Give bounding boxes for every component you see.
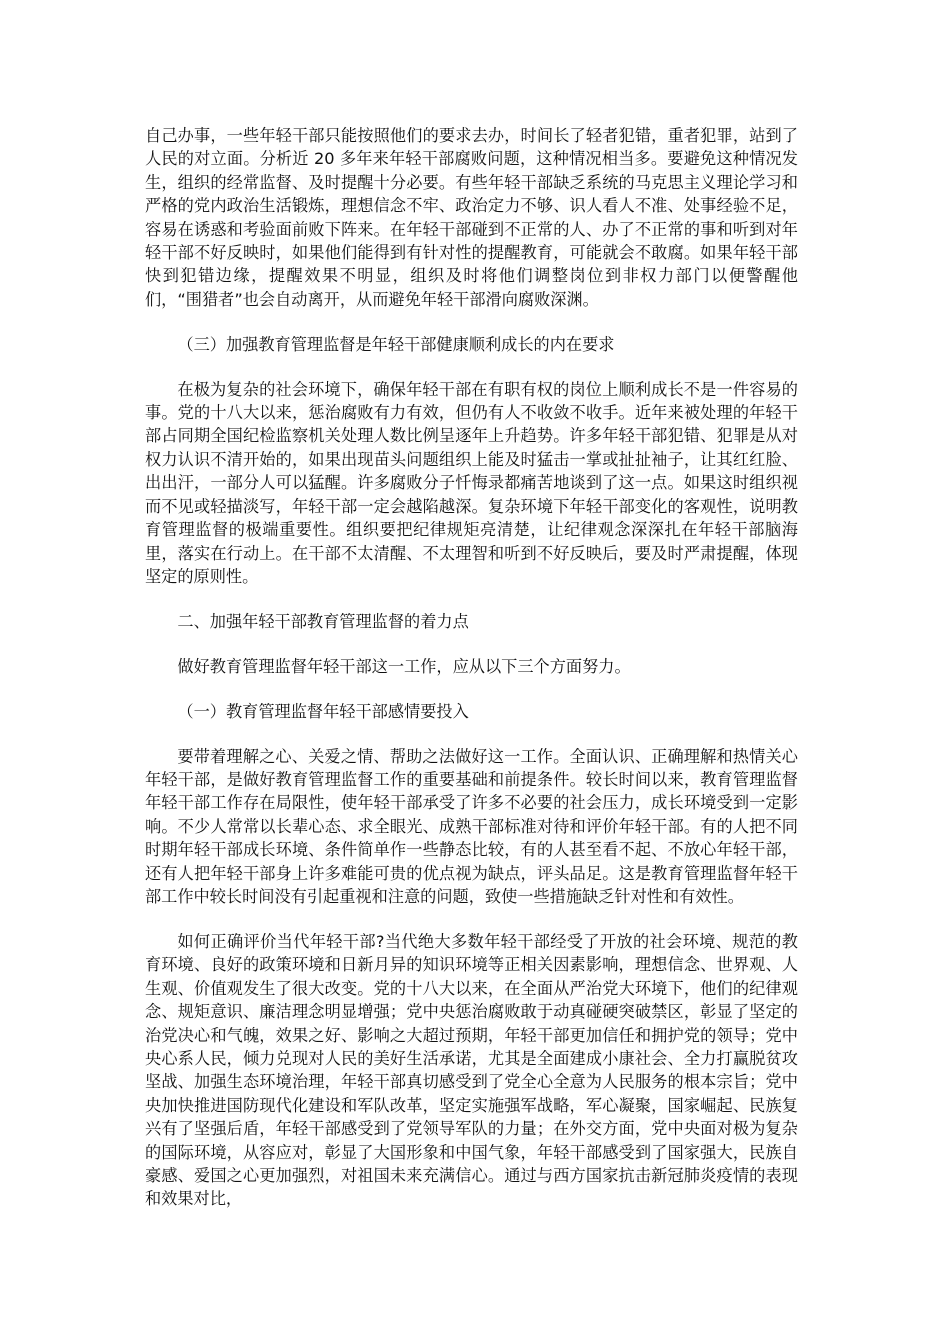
paragraph: 要带着理解之心、关爱之情、帮助之法做好这一工作。全面认识、正确理解和热情关心年轻干部，是做好教育管理监督工作的重要基础和前提条件。较长时间以来，教育管理监督年轻干部工作存在局限性，使年轻干部承受了许多不必要的社会压力，成长环境受到一定影响。不少人常常以长辈心态、求全眼光、成熟干部标准对待和评价年轻干部。有的人把不同时期年轻干部成长环境、条件简单作一些静态比较，有的人甚至看不起、不放心年轻干部，还有人把年轻干部身上许多难能可贵的优点视为缺点，评头品足。这是教育管理监督年轻干部工作中较长时间没有引起重视和注意的问题，致使一些措施缺乏针对性和有效性。 — [145, 746, 798, 906]
paragraph: 如何正确评价当代年轻干部?当代绝大多数年轻干部经受了开放的社会环境、规范的教育环境、良好的政策环境和日新月异的知识环境等正相关因素影响，理想信念、世界观、人生观、价值观发生了很大改变。党的十八大以来，在全面从严治党大环境下，他们的纪律观念、规矩意识、廉洁理念明显增强；党中央惩治腐败敢于动真碰硬突破禁区，彰显了坚定的治党决心和气魄，效果之好、影响之大超过预期，年轻干部更加信任和拥护党的领导；党中央心系人民，倾力兑现对人民的美好生活承诺，尤其是全面建成小康社会、全力打赢脱贫攻坚战、加强生态环境治理，年轻干部真切感受到了党全心全意为人民服务的根本宗旨；党中央加快推进国防现代化建设和军队改革，坚定实施强军战略，军心凝聚，国家崛起、民族复兴有了坚强后盾，年轻干部感受到了党领导军队的力量；在外交方面，党中央面对极为复杂的国际环境，从容应对，彰显了大国形象和中国气象，年轻干部感受到了国家强大，民族自豪感、爱国之心更加强烈，对祖国未来充满信心。通过与西方国家抗击新冠肺炎疫情的表现和效果对比， — [145, 931, 798, 1209]
paragraph: 做好教育管理监督年轻干部这一工作，应从以下三个方面努力。 — [177, 656, 631, 676]
section-heading-1: （一）教育管理监督年轻干部感情要投入 — [177, 701, 469, 721]
paragraph-continued: 自己办事，一些年轻干部只能按照他们的要求去办，时间长了轻者犯错，重者犯罪，站到了人民的对立面。分析近 20 多年来年轻干部腐败问题，这种情况相当多。要避免这种情况发生，组织的经常监督、及时提醒十分必要。有些年轻干部缺乏系统的马克思主义理论学习和严格的党内政治生活锻炼，理想信念不牢、政治定力不够、识人看人不准、处事经验不足，容易在诱惑和考验面前败下阵来。在年轻干部碰到不正常的人、办了不正常的事和听到对年轻干部不好反映时，如果他们能得到有针对性的提醒教育，可能就会不敢腐。如果年轻干部快到犯错边缘，提醒效果不明显，组织及时将他们调整岗位到非权力部门以便警醒他们，“围猎者”也会自动离开，从而避免年轻干部滑向腐败深渊。 — [145, 126, 798, 309]
paragraph: 在极为复杂的社会环境下，确保年轻干部在有职有权的岗位上顺利成长不是一件容易的事。党的十八大以来，惩治腐败有力有效，但仍有人不收敛不收手。近年来被处理的年轻干部占同期全国纪检监察机关处理人数比例呈逐年上升趋势。许多年轻干部犯错、犯罪是从对权力认识不清开始的，如果出现苗头问题组织上能及时猛击一掌或扯扯袖子，让其红红脸、出出汗，一部分人可以猛醒。许多腐败分子忏悔录都痛苦地谈到了这一点。如果这时组织视而不见或轻描淡写，年轻干部一定会越陷越深。复杂环境下年轻干部变化的客观性，说明教育管理监督的极端重要性。组织要把纪律规矩亮清楚，让纪律观念深深扎在年轻干部脑海里，落实在行动上。在干部不太清醒、不太理智和听到不好反映后，要及时严肃提醒，体现坚定的原则性。 — [145, 379, 798, 586]
chapter-heading-2: 二、加强年轻干部教育管理监督的着力点 — [177, 611, 469, 631]
section-heading-3: （三）加强教育管理监督是年轻干部健康顺利成长的内在要求 — [177, 334, 615, 354]
